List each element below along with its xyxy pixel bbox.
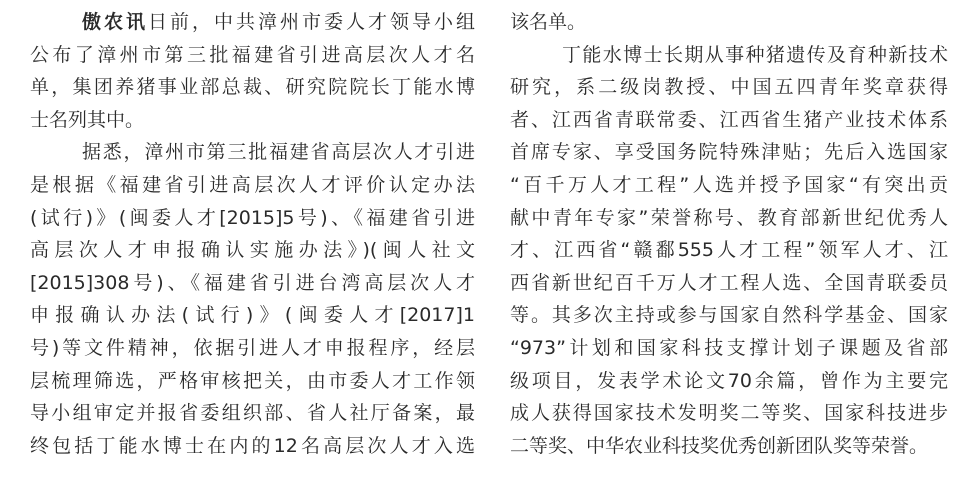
text-line: 该名单。 <box>510 11 587 33</box>
text-line: 首席专家、享受国务院特殊津贴；先后入选国家 <box>510 141 948 164</box>
text-line: 号)等文件精神，依据引进人才申报程序，经层 <box>30 336 475 359</box>
text-line: 级项目，发表学术论文70余篇，曾作为主要完 <box>510 369 948 392</box>
text-line: (试行)》(闽委人才[2015]5号)、《福建省引进 <box>30 206 475 229</box>
text-line <box>30 6 475 39</box>
text-line: 等。其多次主持或参与国家自然科学基金、国家 <box>510 304 948 327</box>
text-line: 丁能水博士长期从事种猪遗传及育种新技术 <box>562 43 948 66</box>
lead-text: 日前，中共漳州市委人才领导小组 <box>148 11 475 33</box>
text-line: 公布了漳州市第三批福建省引进高层次人才名 <box>30 43 475 66</box>
text-line: 献中青年专家”荣誉称号、教育部新世纪优秀人 <box>510 206 948 229</box>
text-line: 层梳理筛选，严格审核把关，由市委人才工作领 <box>30 369 475 392</box>
text-line: 终包括丁能水博士在内的12名高层次人才入选 <box>30 434 475 457</box>
text-line: 导小组审定并报省委组织部、省人社厅备案，最 <box>30 402 475 425</box>
text-line: 是根据《福建省引进高层次人才评价认定办法 <box>30 173 475 196</box>
text-line: 者、江西省青联常委、江西省生猪产业技术体系 <box>510 108 948 131</box>
text-line: 士名列其中。 <box>30 108 145 131</box>
text-line: 申报确认办法(试行)》(闽委人才[2017]1 <box>30 304 475 327</box>
text-line: 据悉，漳州市第三批福建省高层次人才引进 <box>82 141 475 164</box>
text-line: 单，集团养猪事业部总裁、研究院院长丁能水博 <box>30 76 475 99</box>
left-column <box>30 6 475 462</box>
text-line: 才、江西省“赣鄱555人才工程”领军人才、江 <box>510 239 948 262</box>
byline: 傲农讯 <box>82 11 148 33</box>
text-line: “973”计划和国家科技支撑计划子课题及省部 <box>510 336 948 359</box>
text-line: “百千万人才工程”人选并授予国家“有突出贡 <box>510 173 948 196</box>
text-line: 高层次人才申报确认实施办法》)(闽人社文 <box>30 239 475 262</box>
text-line: 二等奖、中华农业科技奖优秀创新团队奖等荣誉。 <box>510 434 929 457</box>
text-line: 西省新世纪百千万人才工程人选、全国青联委员 <box>510 271 948 294</box>
text-line: [2015]308号)、《福建省引进台湾高层次人才 <box>30 271 475 294</box>
right-column <box>510 6 948 462</box>
text-line: 成人获得国家技术发明奖二等奖、国家科技进步 <box>510 402 948 425</box>
text-line: 研究，系二级岗教授、中国五四青年奖章获得 <box>510 76 948 99</box>
